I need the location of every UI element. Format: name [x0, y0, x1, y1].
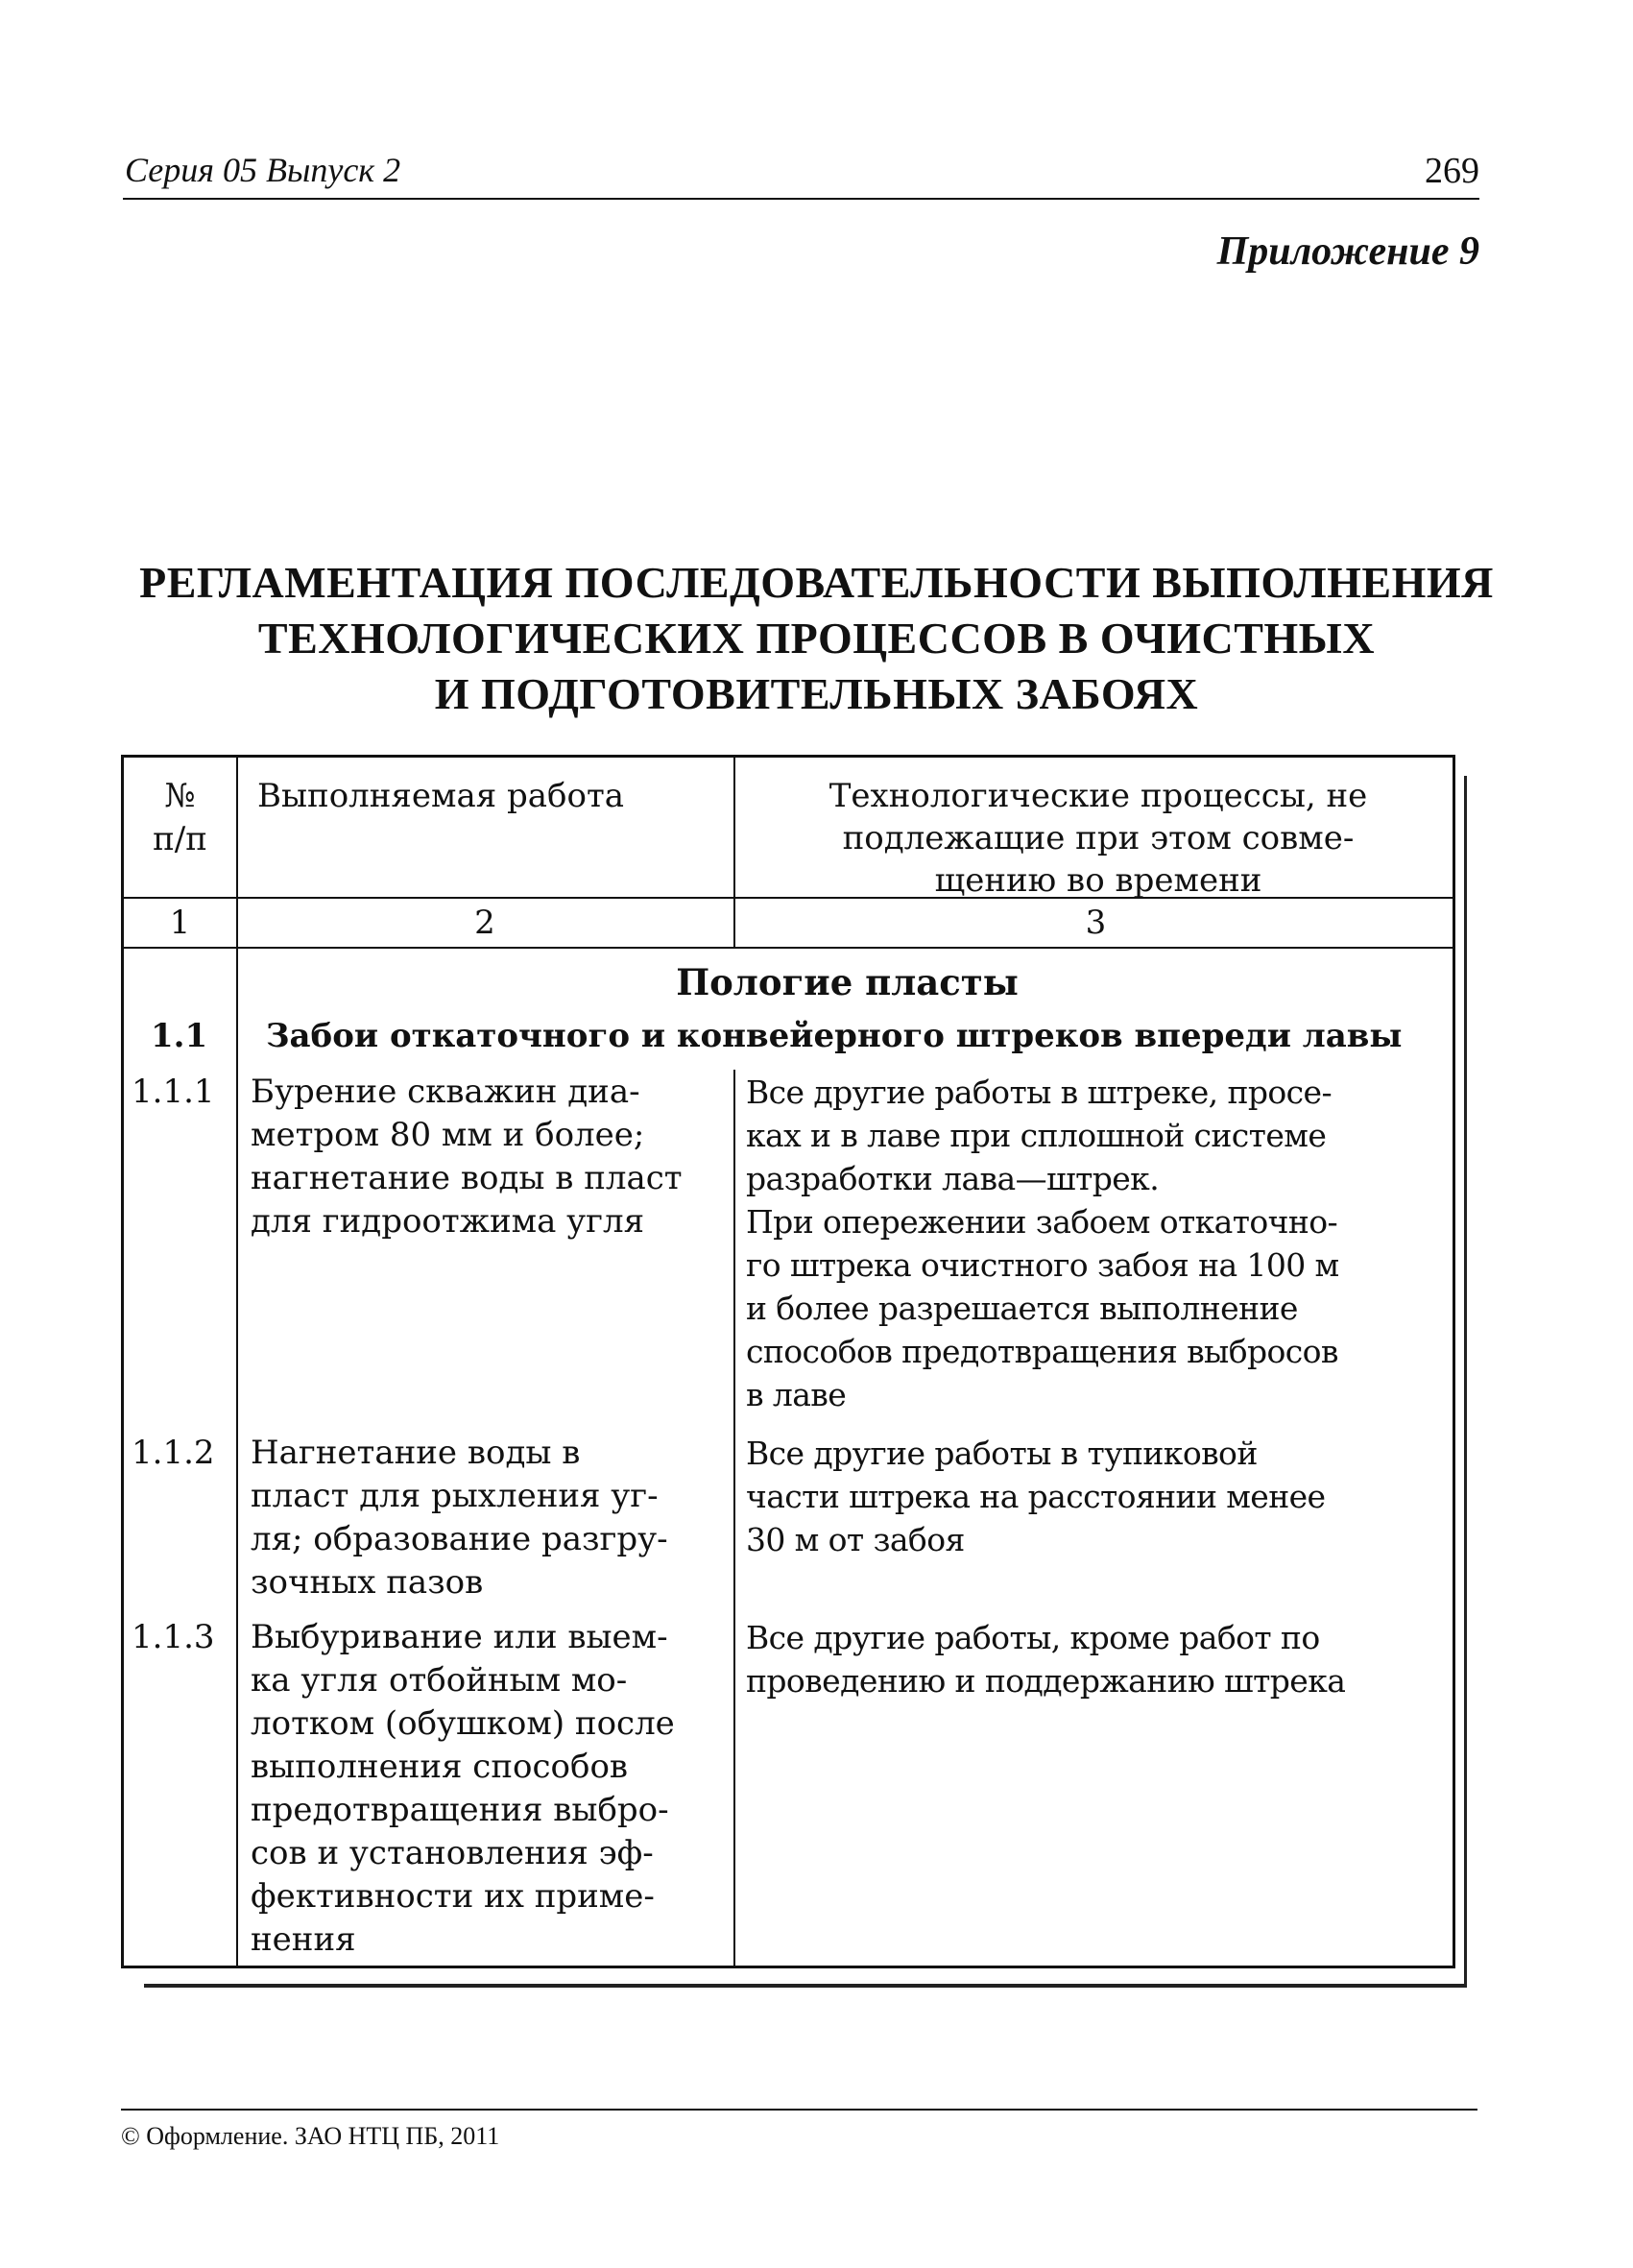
row-processes: Все другие работы, кроме работ по проведению и поддержанию штрека	[746, 1619, 1346, 1700]
row-work: Выбуривание или выем- ка угля отбойным мо- лотком (обушком) после выполнения способов предотвращения выбро- сов и установления эф- фективности их приме- нения	[251, 1618, 675, 1959]
series-label: Серия 05 Выпуск 2	[125, 151, 401, 189]
title-line: РЕГЛАМЕНТАЦИЯ ПОСЛЕДОВАТЕЛЬНОСТИ ВЫПОЛНЕНИЯ	[139, 558, 1494, 607]
scan-edge	[1464, 776, 1467, 1988]
appendix-label: Приложение 9	[1216, 229, 1479, 274]
row-number: 1.1.2	[132, 1434, 215, 1472]
header-processes: Технологические процессы, не подлежащие при этом совме- щению во времени	[829, 777, 1368, 900]
row-work: Нагнетание воды в пласт для рыхления уг- ля; образование разгру- зочных пазов	[251, 1434, 668, 1602]
row-number: 1.1.3	[132, 1618, 215, 1656]
document-title	[0, 555, 1633, 722]
copyright-note: © Оформление. ЗАО НТЦ ПБ, 2011	[121, 2122, 500, 2150]
section-title: Пологие пласты	[676, 961, 1019, 1003]
title-line: И ПОДГОТОВИТЕЛЬНЫХ ЗАБОЯХ	[434, 669, 1199, 718]
column-number: 3	[1085, 904, 1107, 942]
row-processes: Все другие работы в штреке, просе- ках и в лаве при сплошной системе разработки лава—штрек. При опережении забоем откаточно- го штрека очистного забоя на 100 м и более разрешается выполнение способов предотвращения выбросов в лаве	[746, 1074, 1339, 1413]
header-divider	[123, 198, 1479, 200]
row-divider	[124, 947, 1453, 949]
column-divider	[733, 1070, 735, 1968]
scan-edge	[144, 1984, 1467, 1988]
header-work: Выполняемая работа	[257, 777, 625, 815]
row-processes: Все другие работы в тупиковой части штрека на расстоянии менее 30 м от забоя	[746, 1435, 1326, 1558]
column-number: 1	[169, 904, 191, 942]
title-line: ТЕХНОЛОГИЧЕСКИХ ПРОЦЕССОВ В ОЧИСТНЫХ	[257, 614, 1376, 663]
row-number: 1.1.1	[132, 1073, 215, 1111]
subsection-title: Забои откаточного и конвейерного штреков впереди лавы	[266, 1017, 1403, 1055]
column-number: 2	[474, 904, 495, 942]
page-number: 269	[1425, 151, 1479, 191]
regulation-table	[121, 755, 1455, 1968]
footer-divider	[121, 2109, 1477, 2111]
header-number: № п/п	[153, 777, 207, 858]
row-work: Бурение скважин диа- метром 80 мм и более; нагнетание воды в пласт для гидроотжима угля	[251, 1073, 683, 1241]
subsection-number: 1.1	[151, 1017, 208, 1055]
